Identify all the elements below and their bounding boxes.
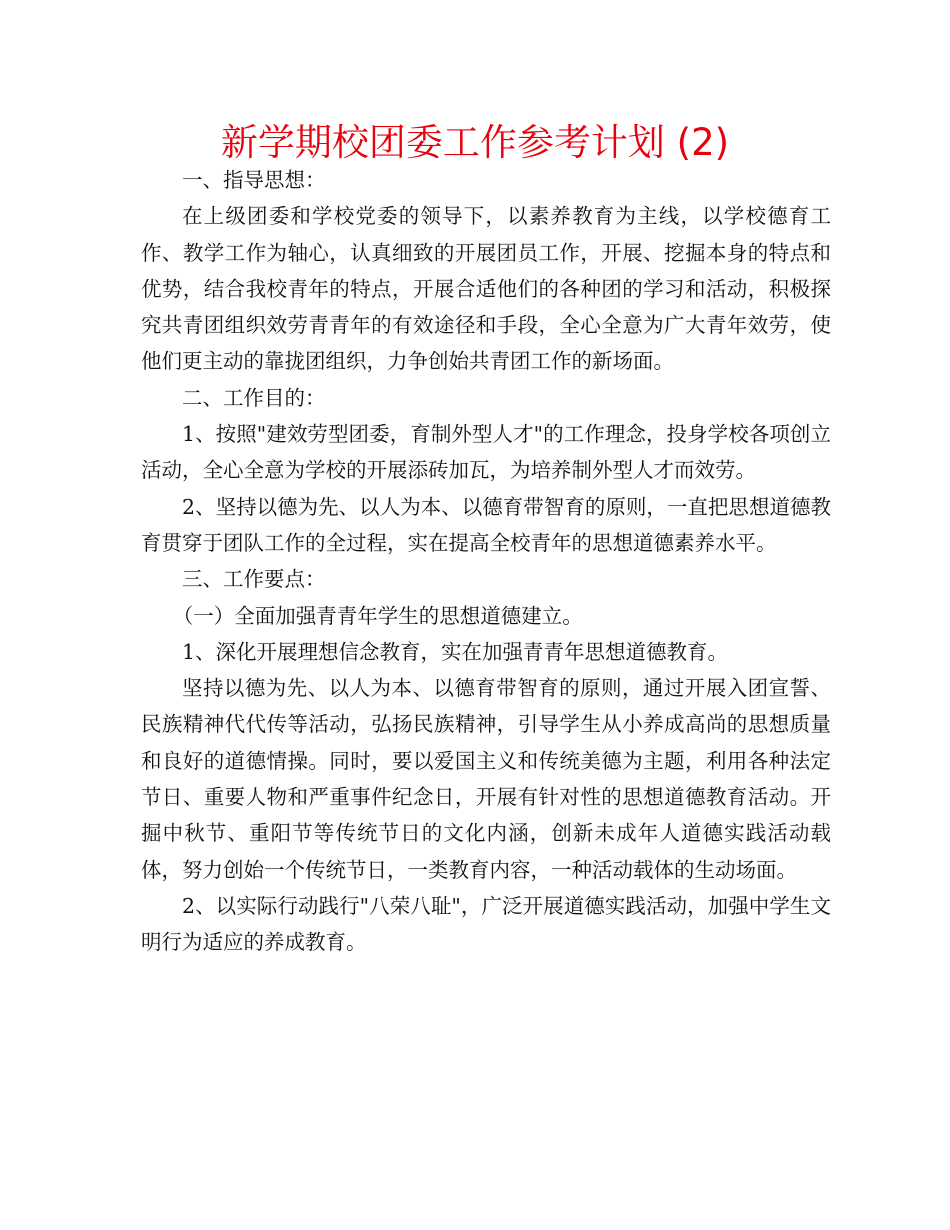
subsection-heading-moral-construction: （一）全面加强青青年学生的思想道德建立。 [172,603,583,628]
document-title: 新学期校团委工作参考计划 (2) [220,121,730,164]
section-heading-guiding-ideology: 一、指导思想： [182,168,326,192]
paragraph-objective-2: 2、坚持以德为先、以人为本、以德育带智育的原则，一直把思想道德教育贯穿于团队工作的全过程，实在提高全校青年的思想道德素养水平。 [141,494,831,555]
paragraph-objective-1: 1、按照"建效劳型团委，育制外型人才"的工作理念，投身学校各项创立活动，全心全意为学校的开展添砖加瓦，为培养制外型人才而效劳。 [141,422,831,483]
document-body [141,162,831,961]
paragraph-point-1-body: 坚持以德为先、以人为本、以德育带智育的原则，通过开展入团宣誓、民族精神代代传等活动，弘扬民族精神，引导学生从小养成高尚的思想质量和良好的道德情操。同时，要以爱国主义和传统美德为主题，利用各种法定节日、重要人物和严重事件纪念日，开展有针对性的思想道德教育活动。开掘中秋节、重阳节等传统节日的文化内涵，创新未成年人道德实践活动载体，努力创始一个传统节日，一类教育内容，一种活动载体的生动场面。 [141,676,831,882]
paragraph-guiding-ideology: 在上级团委和学校党委的领导下，以素养教育为主线，以学校德育工作、教学工作为轴心，认真细致的开展团员工作，开展、挖掘本身的特点和优势，结合我校青年的特点，开展合适他们的各种团的学习和活动，积极探究共青团组织效劳青青年的有效途径和手段，全心全意为广大青年效劳，使他们更主动的靠拢团组织，力争创始共青团工作的新场面。 [141,204,831,374]
paragraph-point-1-heading: 1、深化开展理想信念教育，实在加强青青年思想道德教育。 [182,639,729,664]
section-heading-work-objectives: 二、工作目的： [182,385,326,410]
paragraph-point-2: 2、以实际行动践行"八荣八耻"，广泛开展道德实践活动，加强中学生文明行为适应的养成教育。 [141,893,831,955]
section-heading-work-points: 三、工作要点： [182,567,326,592]
